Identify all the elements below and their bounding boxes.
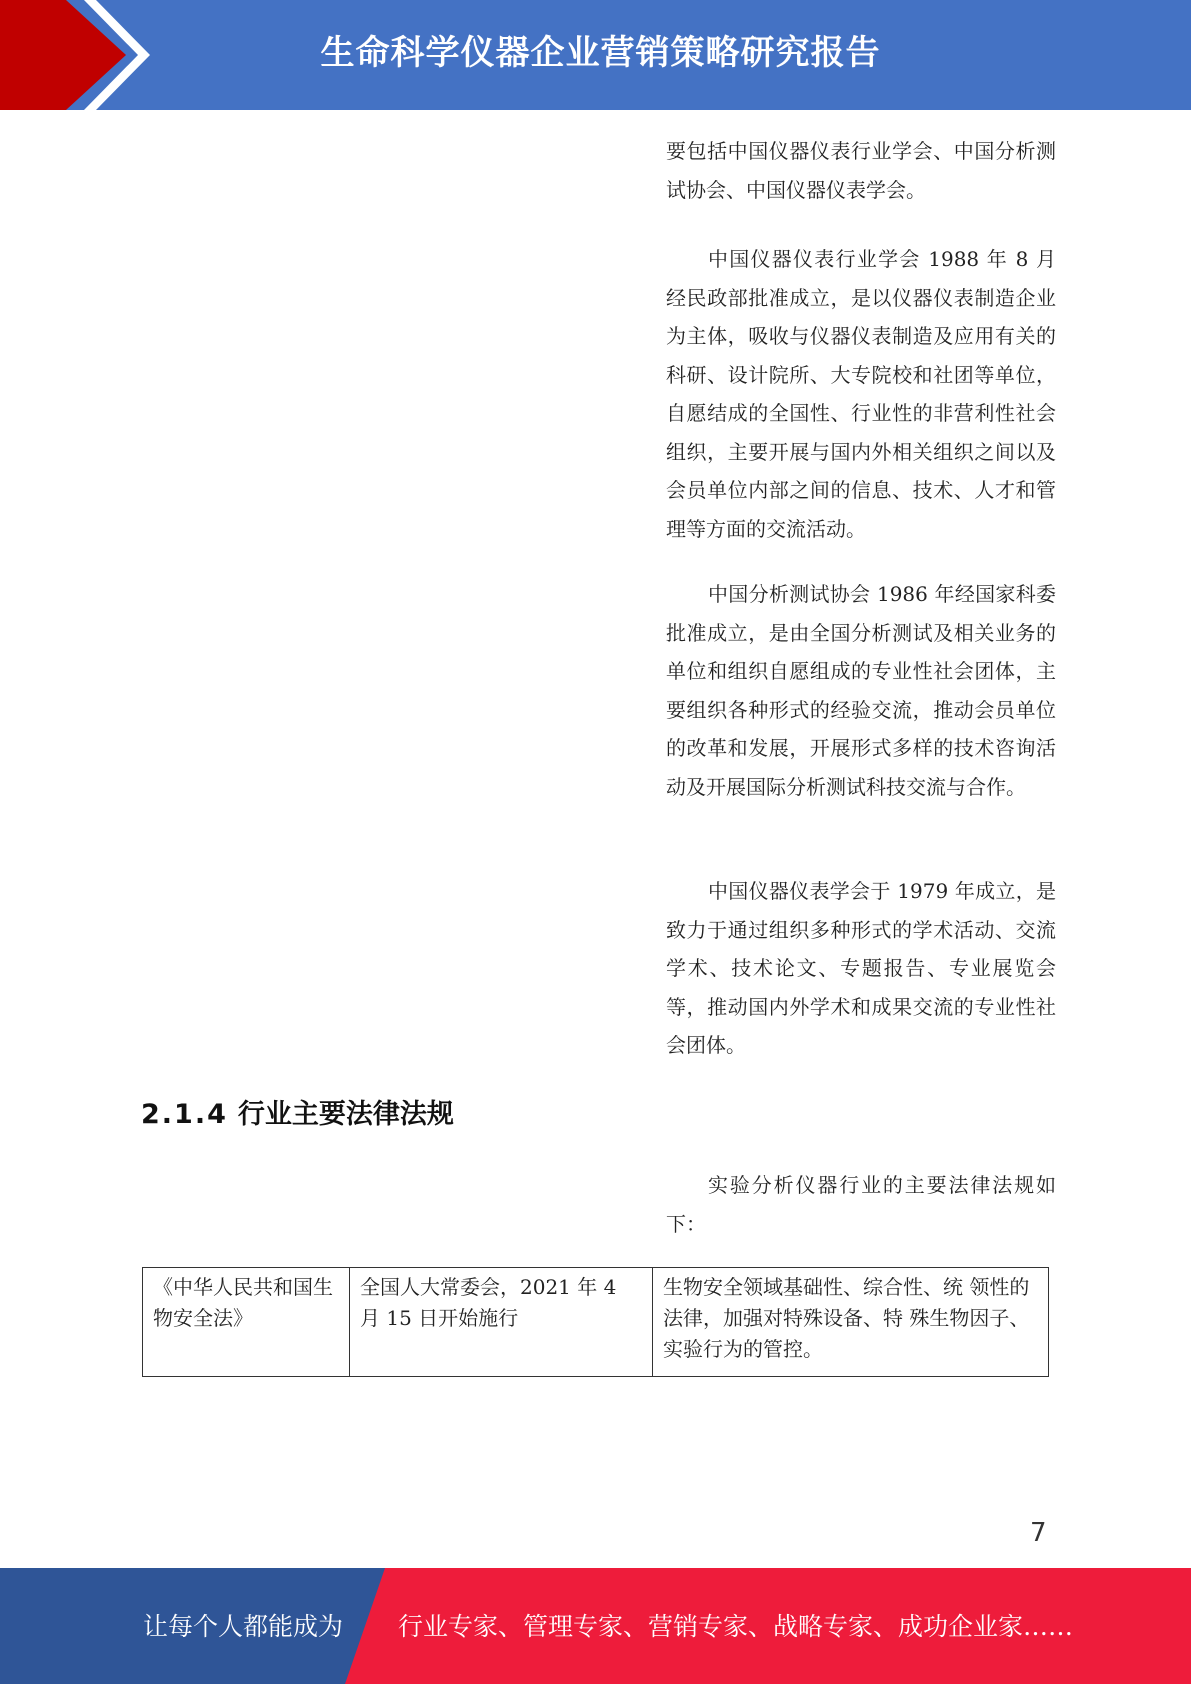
paragraph-analysis-testing-association: 中国分析测试协会 1986 年经国家科委批准成立，是由全国分析测试及相关业务的单位和组织自愿组成的专业性社会团体，主要组织各种形式的经验交流，推动会员单位的改革和发展，开展形式多样的技术咨询活动及开展国际分析测试科技交流与合作。 (666, 582, 1056, 799)
footer-slogan-right: 行业专家、管理专家、营销专家、战略专家、成功企业家…… (398, 1612, 1074, 1641)
section-title: 行业主要法律法规 (237, 1099, 454, 1130)
footer-slogan-left: 让每个人都能成为 (143, 1612, 344, 1641)
paragraph-intro-continuation: 要包括中国仪器仪表行业学会、中国分析测试协会、中国仪器仪表学会。 (666, 139, 1056, 202)
report-title: 生命科学仪器企业营销策略研究报告 (320, 33, 881, 73)
table-row (143, 1268, 1049, 1377)
section-heading (141, 1092, 454, 1131)
page-number: 7 (1030, 1518, 1047, 1548)
law-issuer-cell: 全国人大常委会，2021 年 4 月 15 日开始施行 (350, 1268, 653, 1377)
paragraph-instrument-society: 中国仪器仪表学会于 1979 年成立，是致力于通过组织多种形式的学术活动、交流学术、技术论文、专题报告、专业展览会等，推动国内外学术和成果交流的专业性社会团体。 (666, 879, 1056, 1057)
law-name-cell: 《中华人民共和国生 物安全法》 (143, 1268, 350, 1377)
paragraph-instrument-industry-society: 中国仪器仪表行业学会 1988 年 8 月经民政部批准成立，是以仪器仪表制造企业为主体，吸收与仪器仪表制造及应用有关的科研、设计院所、大专院校和社团等单位，自愿结成的全国性、行业性的非营利性社会组织，主要开展与国内外相关组织之间以及会员单位内部之间的信息、技术、人才和管理等方面的交流活动。 (666, 247, 1056, 541)
page-footer (0, 1568, 1191, 1684)
laws-table (142, 1267, 1049, 1377)
paragraph-laws-intro: 实验分析仪器行业的主要法律法规如下： (666, 1173, 1056, 1236)
law-description-cell: 生物安全领域基础性、综合性、统 领性的法律，加强对特殊设备、特 殊生物因子、实验行为的管控。 (653, 1268, 1049, 1377)
page-header (0, 0, 1191, 110)
section-number: 2.1.4 (141, 1099, 228, 1130)
